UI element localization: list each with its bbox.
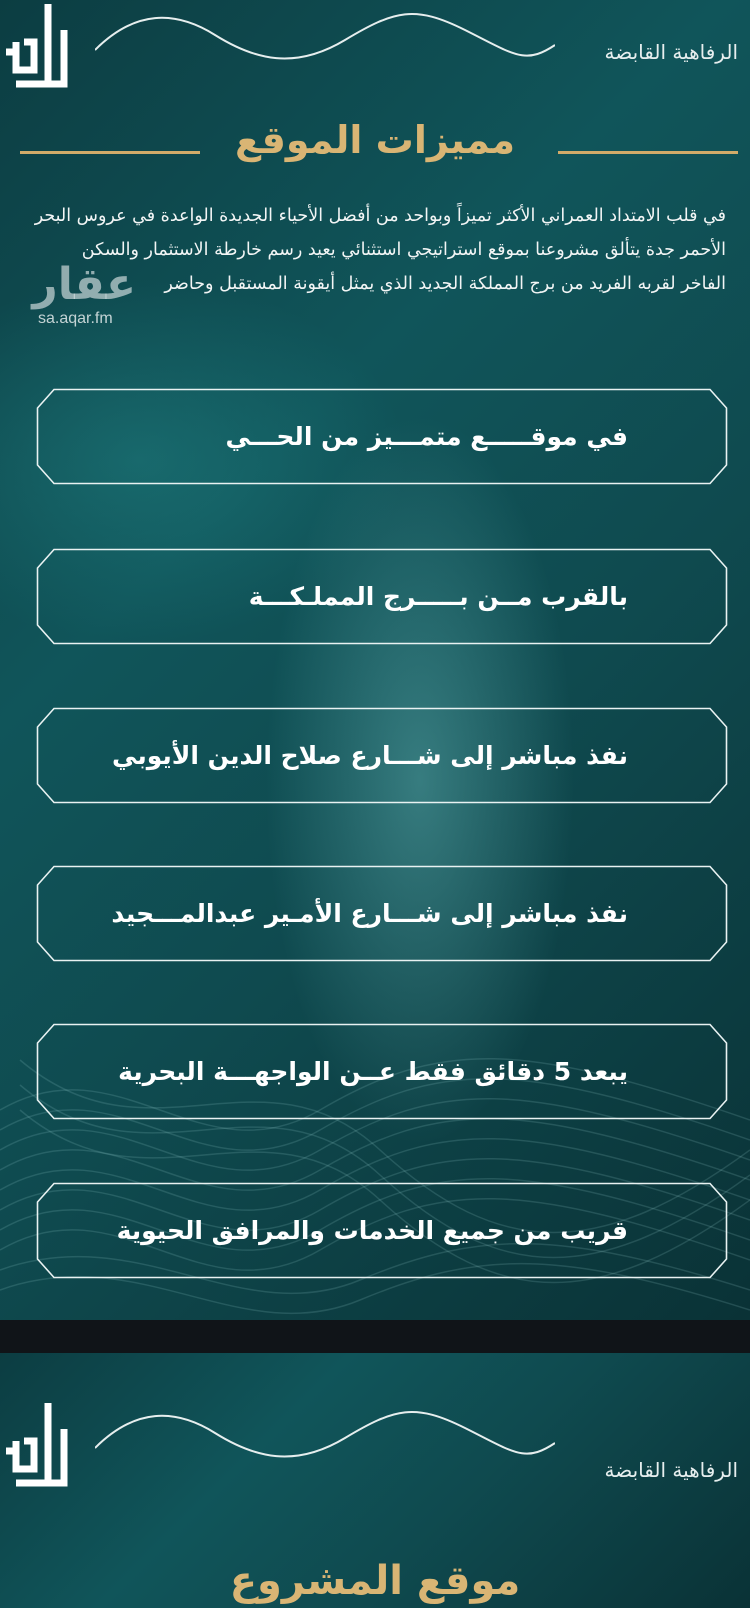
feature-label: نفذ مباشر إلى شـــارع الأمـير عبدالمـــجيد — [111, 899, 628, 928]
feature-label: بالقرب مــن بـــــرج المملـكـــة — [248, 582, 628, 611]
slide-divider — [0, 1320, 750, 1353]
brand-name: الرفاهية القابضة — [604, 40, 738, 64]
section-title: موقع المشروع — [229, 1558, 521, 1604]
feature-label: في موقـــــع متمـــيز من الحـــي — [225, 422, 628, 451]
project-location-slide — [0, 1353, 750, 1608]
intro-paragraph: في قلب الامتداد العمراني الأكثر تميزاً وبواحد من أفضل الأحياء الجديدة الواعدة في عروس البحر الأحمر جدة يتألق مشروعنا بموقع استراتيجي استثنائي يعيد رسم خارطة الاستثمار والسكن الفاخر لقربه الفريد من برج المملكة الجديد الذي يمثل أيقونة المستقبل وحاضر — [34, 206, 726, 294]
feature-item — [36, 1023, 728, 1120]
title-divider-right — [558, 151, 738, 154]
aqar-watermark — [6, 259, 136, 328]
feature-label: قريب من جميع الخدمات والمرافق الحيوية — [116, 1216, 628, 1245]
company-logo-icon — [4, 1401, 70, 1491]
section-title-block — [0, 110, 750, 170]
feature-label: نفذ مباشر إلى شـــارع صلاح الدين الأيوبي — [112, 741, 628, 770]
feature-item — [36, 548, 728, 645]
brand-name: الرفاهية القابضة — [604, 1458, 738, 1482]
header-wave-decoration — [95, 10, 555, 70]
company-logo-icon — [4, 2, 70, 92]
watermark-url: sa.aqar.fm — [38, 310, 113, 327]
feature-label: يبعد 5 دقائق فقط عــن الواجهـــة البحرية — [118, 1057, 628, 1086]
section-title: مميزات الموقع — [234, 118, 516, 162]
header-wave-decoration — [95, 1408, 555, 1468]
watermark-logo: عقار — [32, 259, 136, 310]
feature-item — [36, 707, 728, 804]
feature-item — [36, 865, 728, 962]
feature-item — [36, 1182, 728, 1279]
feature-item — [36, 388, 728, 485]
